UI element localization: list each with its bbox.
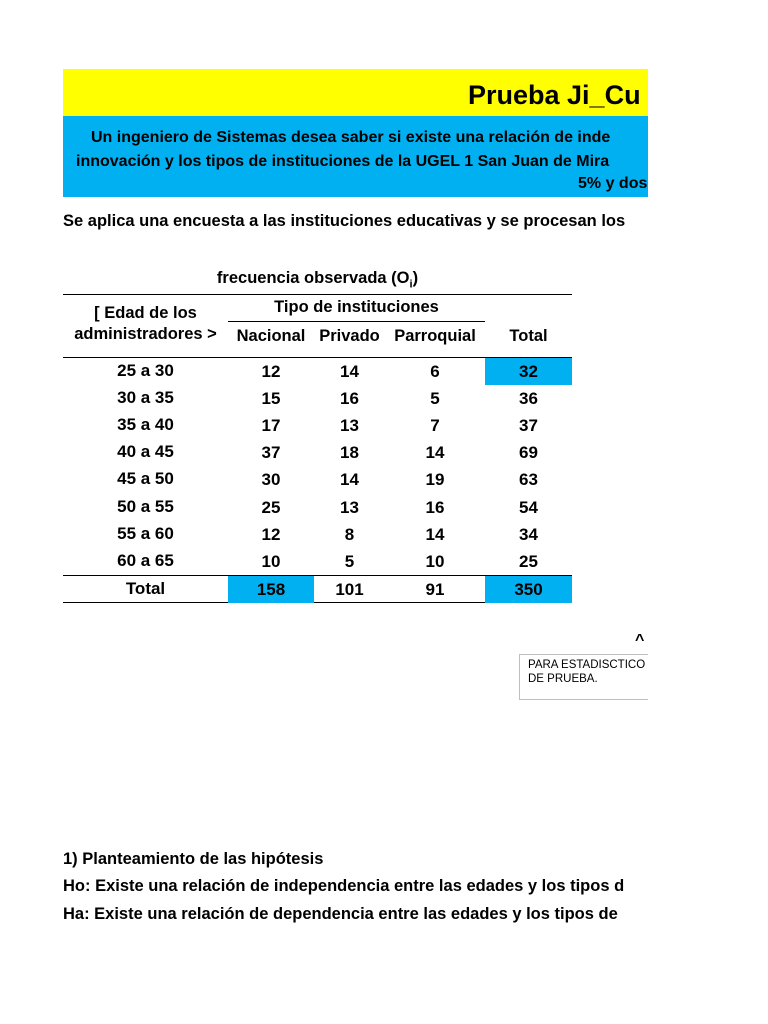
total-row-label: Total — [125, 579, 166, 598]
row-header-line-1: [ Edad de los — [94, 304, 197, 322]
title-band — [63, 69, 648, 116]
note-box — [519, 654, 648, 700]
table-cell: 30 — [261, 470, 281, 490]
row-label: 60 a 65 — [117, 550, 174, 570]
row-label: 40 a 45 — [117, 442, 174, 462]
row-label: 25 a 30 — [117, 361, 174, 380]
table-cell: 14 — [340, 362, 359, 381]
table-cell: 19 — [425, 470, 445, 490]
table-cell: 36 — [519, 389, 538, 409]
row-header-line-2: administradores > — [74, 325, 217, 343]
column-header: Parroquial — [394, 327, 476, 345]
row-label: 30 a 35 — [117, 388, 174, 408]
table-cell: 16 — [425, 497, 445, 517]
problem-line-1: Un ingeniero de Sistemas desea saber si existe una relación de inde — [91, 129, 611, 146]
problem-line-2: innovación y los tipos de instituciones de la UGEL 1 San Juan de Mira — [76, 153, 610, 170]
total-cell: 91 — [425, 580, 445, 599]
table-cell: 54 — [519, 497, 538, 517]
caret-mark: ^ — [635, 632, 645, 649]
table-cell: 5 — [430, 389, 440, 409]
worksheet — [63, 0, 648, 1024]
total-cell: 350 — [485, 576, 572, 603]
table-cell: 25 — [519, 551, 538, 571]
table-cell: 25 — [261, 497, 281, 517]
problem-line-3: 5% y dos — [578, 175, 648, 192]
table-title: frecuencia observada $(O_i)$ — [216, 269, 419, 291]
table-cell: 8 — [344, 524, 355, 544]
page-title: Prueba Ji_Cu — [468, 80, 641, 110]
table-cell: 7 — [430, 416, 440, 436]
table-cell: 13 — [340, 416, 359, 436]
group-header: Tipo de instituciones — [274, 298, 439, 316]
row-label: 50 a 55 — [117, 496, 174, 516]
null-hypothesis: Ho: Existe una relación de independencia entre las edades y los tipos d — [63, 877, 625, 895]
table-cell: 15 — [261, 389, 281, 409]
note-line-2: DE PRUEBA. — [528, 673, 598, 685]
table-cell: 16 — [340, 389, 359, 409]
hypotheses-heading: 1) Planteamiento de las hipótesis — [63, 850, 324, 868]
table-cell: 5 — [344, 551, 355, 571]
table-cell: 32 — [485, 358, 572, 385]
intro-text: Se aplica una encuesta a las instituciones educativas y se procesan los — [63, 212, 626, 230]
table-cell: 37 — [261, 443, 281, 463]
total-cell: 158 — [228, 576, 314, 603]
table-cell: 17 — [261, 416, 281, 436]
table-cell: 69 — [519, 443, 538, 463]
group-header-border — [228, 321, 485, 322]
row-label: 45 a 50 — [117, 469, 174, 489]
table-cell: 63 — [519, 470, 538, 490]
table-cell: 14 — [425, 443, 445, 463]
table-cell: 18 — [340, 443, 359, 463]
table-cell: 12 — [261, 362, 281, 381]
row-label: 35 a 40 — [117, 415, 174, 435]
column-header: Total — [509, 327, 548, 345]
row-label: 55 a 60 — [117, 523, 174, 543]
table-cell: 37 — [519, 416, 538, 436]
total-cell: 101 — [335, 580, 364, 599]
alternative-hypothesis: Ha: Existe una relación de dependencia entre las edades y los tipos de — [63, 905, 618, 923]
problem-statement — [63, 116, 648, 197]
table-cell: 6 — [430, 362, 440, 381]
table-cell: 13 — [340, 497, 359, 517]
table-cell: 10 — [261, 551, 281, 571]
column-header: Nacional — [236, 327, 306, 345]
table-cell: 12 — [261, 524, 281, 544]
note-line-1: PARA ESTADISCTICO — [528, 659, 646, 671]
table-top-border — [63, 294, 572, 295]
table-cell: 14 — [340, 470, 359, 490]
table-cell: 34 — [519, 524, 538, 544]
table-cell: 14 — [425, 524, 445, 544]
column-header: Privado — [319, 327, 380, 345]
table-cell: 10 — [425, 551, 445, 571]
